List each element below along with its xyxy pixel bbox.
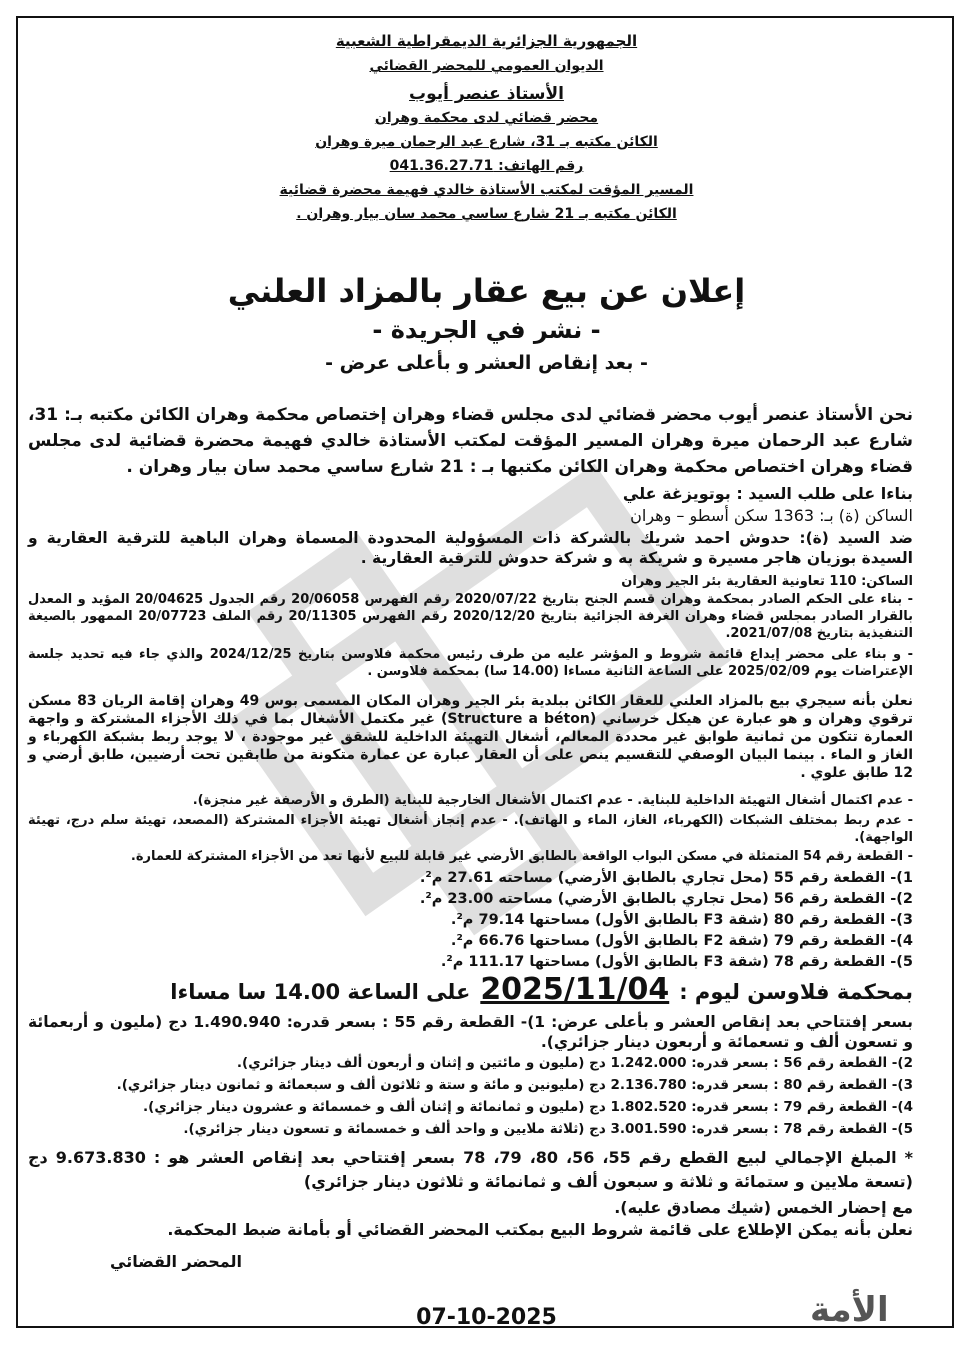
- price-line: 3)- القطعة رقم 80 : بسعر قدره: 2.136.780 دج (مليونين و مائة و ستة و ثلاثون ألف و سبعمائة و ثمانون دينار جزائري).: [116, 1077, 913, 1093]
- lot-item: 3)- القطعة رقم 80 (شقة F3 بالطابق الأول) مساحتها 79.14 م².: [450, 912, 913, 928]
- residence-line: الساكن (ة) بـ: 1363 سكن أسطو – وهران: [630, 506, 913, 525]
- total-price: * المبلغ الإجمالي لبيع القطع رقم 55، 56، 80، 79، 78 بسعر إفتتاحي بعد إنقاص العشر هو : 9.673.830 دج (تسعة ملايين و ستمائة و ثلاثة و سبعون ألف و ثمانمائة و ثلاثون دينار جزائري): [28, 1148, 914, 1191]
- price-line: 2)- القطعة رقم 56 : بسعر قدره: 1.242.000 دج (مليون و مائتين و إثنان و أربعون ألف دينار جزائري).: [236, 1055, 913, 1071]
- announce-paragraph: نعلن بأنه سيجري بيع بالمزاد العلني للعقار الكائن ببلدية بئر الجير وهران المكان المسمى بوس 49 وهران إقامة الريان 83 مسكن ترقوي وهران و هو عبارة عن هيكل خرساني (Structure a béton) غير مكتمل الأشغال بما في ذلك الأجزاء المشتركة و واجهة العمارة تتكون من ثمانية طوابق غير محددة المعالم، أشغال التهيئة الداخلية للشقق غير موجودة ، لا يوجد ربط بشبكة الكهرباء و الغاز و الماء . بينما البيان الوصفي للتقسيم ينص على أن العقار عبارة عن عمارة متكونة من طابقين تحت أرضيين، طابق أرضي و 12 طابق علوي .: [28, 693, 914, 781]
- footer-date: 07-10-2025: [416, 1305, 557, 1330]
- lot-item: 2)- القطعة رقم 56 (محل تجاري بالطابق الأرضي) مساحته 23.00 م².: [419, 891, 913, 907]
- header-line-5: الكائن مكتبه بـ 31، شارع عبد الرحمان ميرة وهران: [315, 134, 658, 150]
- subtitle-1: - نشر في الجريدة -: [372, 316, 601, 344]
- sale-time: على الساعة 14.00 سا مساءا: [170, 980, 471, 1004]
- signature: المحضر القضائي: [110, 1252, 243, 1271]
- deposit-paragraph: - و بناء على محضر إيداع قائمة شروط و المؤشر عليه من طرف رئيس محكمة فلاوسن بتاريخ 2024/12/25 والذي جاء فيه تحديد جلسة الإعتراضات يوم 2025/02/09 على الساعة الثانية مساءا (14.00 سا) بمحكمة فلاوسن .: [28, 647, 913, 679]
- notes-2: - عدم ربط بمختلف الشبكات (الكهرباء، الغاز، الماء و الهاتف). - عدم إنجاز أشغال تهيئة الأجزاء المشتركة (المصعد، تهيئة سلم درج، تهيئة الواجهة).: [28, 813, 913, 845]
- header-line-1: الجمهورية الجزائرية الديمقراطية الشعبية: [335, 32, 638, 50]
- newspaper-logo: الأمة: [810, 1290, 889, 1330]
- header-line-8: الكائن مكتبه بـ 21 شارع ساسي محمد سان بيار وهران .: [296, 206, 677, 222]
- against-residence: الساكن: 110 تعاونية العقارية بئر الجير وهران: [621, 574, 913, 589]
- header-line-3: الأستاذ عنصر أيوب: [409, 84, 564, 104]
- notes-3: - القطعة رقم 54 المتمثلة في مسكن البواب الواقعة بالطابق الأرضي غير قابلة للبيع لأنها تعد من الأجزاء المشتركة للعمارة.: [130, 849, 913, 864]
- sale-line: [170, 972, 913, 1007]
- price-line: 5)- القطعة رقم 78 : بسعر قدره: 3.001.590 دج (ثلاثة ملايين و واحد ألف و خمسمائة و تسعون دينار جزائري).: [183, 1121, 913, 1137]
- header-line-6: رقم الهاتف: 041.36.27.71: [389, 158, 584, 174]
- header-line-4: محضر قضائي لدى محكمة وهران: [374, 110, 599, 126]
- lot-item: 4)- القطعة رقم 79 (شقة F2 بالطابق الأول) مساحتها 66.76 م².: [450, 933, 913, 949]
- price-intro: بسعر إفتتاحي بعد إنقاص العشر و بأعلى عرض: 1)- القطعة رقم 55 : بسعر قدره: 1.490.940 دج (مليون و أربعمائة و تسعون ألف و تسعمائة و أربعون دينار جزائري).: [28, 1013, 913, 1051]
- judgment-paragraph: - بناء على الحكم الصادر بمحكمة وهران قسم الجنح بتاريخ 2020/07/22 رقم الفهرس 20/06058 رقم الجدول 20/04625 المؤيد و المعدل بالقرار الصادر بمجلس قضاء وهران الغرفة الجزائية بتاريخ 2020/12/20 رقم الفهرس 20/11305 رقم الملف 20/07723 الممهور بالصيغة التنفيذية بتاريخ 2021/07/08.: [28, 592, 913, 641]
- lot-item: 1)- القطعة رقم 55 (محل تجاري بالطابق الأرضي) مساحته 27.61 م².: [419, 870, 913, 886]
- lot-item: 5)- القطعة رقم 78 (شقة F3 بالطابق الأول) مساحتها 111.17 م².: [440, 954, 913, 970]
- request-line: بناءا على طلب السيد : بوتويزغة علي: [622, 484, 913, 503]
- against-paragraph: ضد السيد (ة): حدوش احمد شريك بالشركة ذات المسؤولية المحدودة المسماة وهران الباهية للترقية العقارية و السيدة بوزيان هاجر مسيرة و شريكة به و شركة حدوش للترقية العقارية .: [28, 529, 913, 567]
- price-line: 4)- القطعة رقم 79 : بسعر قدره: 1.802.520 دج (مليون و ثمانمائة و إثنان ألف و خمسمائة و عشرون دينار جزائري).: [143, 1099, 913, 1115]
- main-title: إعلان عن بيع عقار بالمزاد العلني: [227, 272, 746, 310]
- intro-paragraph: نحن الأستاذ عنصر أيوب محضر قضائي لدى مجلس قضاء وهران إختصاص محكمة وهران الكائن مكتبه بـ: 31، شارع عبد الرحمان ميرة وهران المسير المؤقت لمكتب الأستاذة خالدي فهيمة محضرة قضائية لدى مجلس قضاء وهران اختصاص محكمة وهران الكائن مكتبها بـ : 21 شارع ساسي محمد سان بيار وهران .: [28, 405, 913, 477]
- notes-1: - عدم اكتمال أشغال التهيئة الداخلية للبناية. - عدم اكتمال الأشغال الخارجية للبناية (الطرق و الأرصفة غير منجزة).: [192, 793, 913, 808]
- closing-line-1: مع إحضار الخمس (شيك مصادق عليه).: [614, 1198, 913, 1217]
- header-line-2: الديوان العمومي للمحضر القضائي: [369, 58, 604, 74]
- sale-date: 2025/11/04: [480, 972, 670, 1007]
- closing-line-2: نعلن بأنه يمكن الإطلاع على قائمة شروط البيع بمكتب المحضر القضائي أو بأمانة ضبط المحكمة.: [167, 1220, 913, 1239]
- subtitle-2: - بعد إنقاص العشر و بأعلى عرض -: [325, 352, 648, 374]
- header-line-7: المسير المؤقت لمكتب الأستاذة خالدي فهيمة محضرة قضائية: [279, 182, 694, 198]
- sale-court: بمحكمة فلاوسن ليوم :: [679, 980, 913, 1004]
